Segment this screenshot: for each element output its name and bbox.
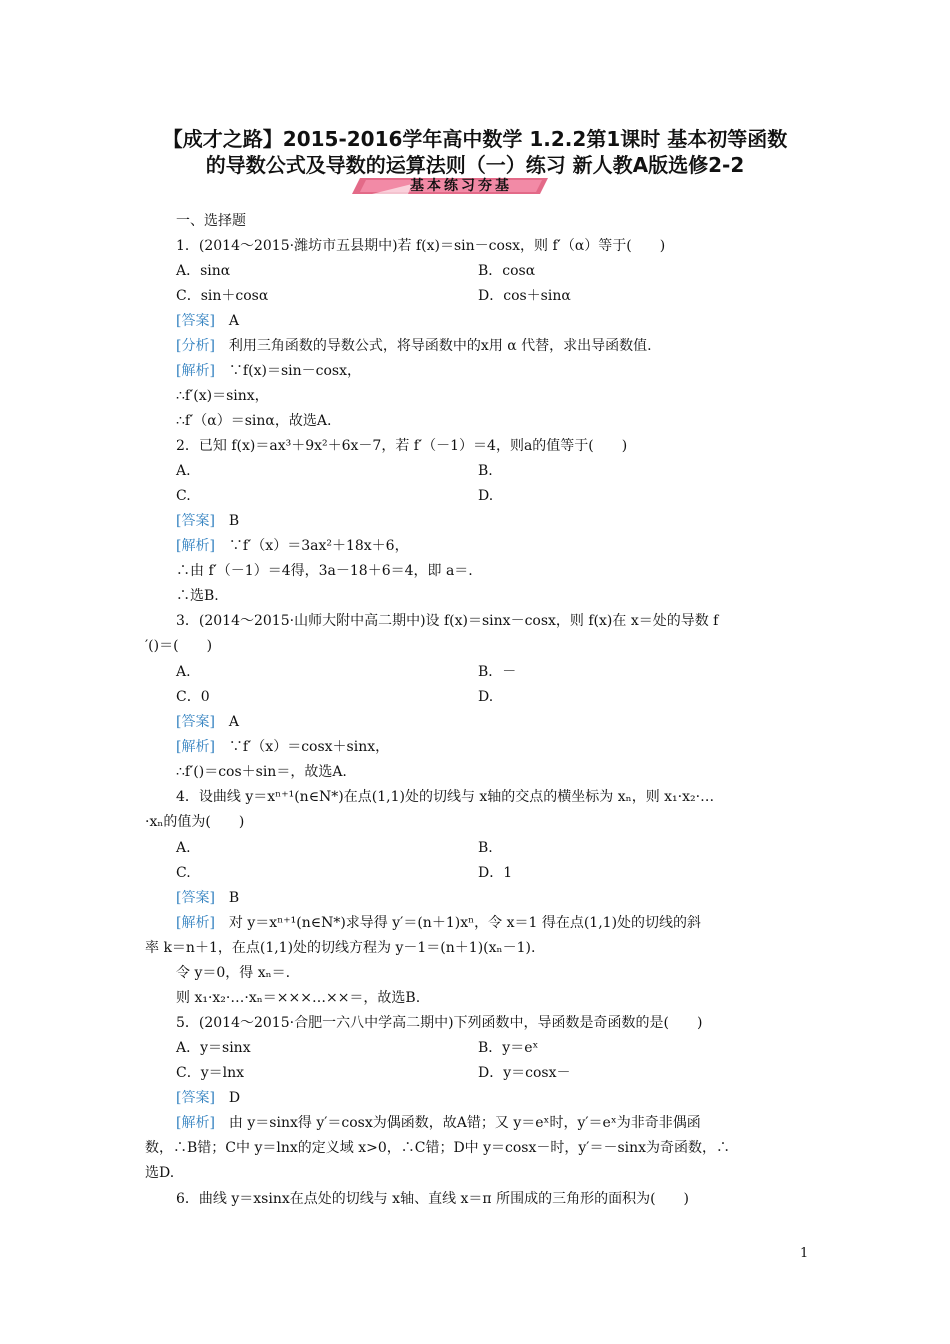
line-text: 则 x₁·x₂·…·xₙ＝×××…××＝，故选B. xyxy=(176,990,421,1006)
line-text: B. xyxy=(478,463,493,479)
line-text: A．y＝sinx xyxy=(176,1040,251,1056)
section-tag: [解析] xyxy=(176,915,215,931)
text-line xyxy=(176,612,718,630)
line-text: C．0 xyxy=(176,689,210,705)
text-line xyxy=(176,537,409,555)
text-line xyxy=(176,212,246,230)
line-text: A xyxy=(214,313,240,329)
line-text: B．－ xyxy=(478,664,517,680)
text-line xyxy=(176,713,239,731)
text-line xyxy=(176,989,420,1007)
line-text: B xyxy=(214,890,240,906)
line-text: ′()＝( ) xyxy=(145,638,213,654)
line-text: C．y＝lnx xyxy=(176,1065,245,1081)
line-text: A. xyxy=(176,463,191,479)
line-text: 率 k＝n＋1，在点(1,1)处的切线方程为 y－1＝(n＋1)(xₙ－1). xyxy=(145,940,536,956)
section-tag: [答案] xyxy=(176,890,215,906)
text-line xyxy=(478,487,493,505)
line-text: ∴f′（α）＝sinα，故选A. xyxy=(176,413,332,429)
text-line xyxy=(478,839,493,857)
line-text: 4．设曲线 y＝xⁿ⁺¹(n∈N*)在点(1,1)处的切线与 x轴的交点的横坐标为 xₙ，则 x₁·x₂·… xyxy=(176,789,715,805)
line-text: D．1 xyxy=(478,865,513,881)
text-line xyxy=(176,512,239,530)
line-text: B xyxy=(214,513,240,529)
text-line xyxy=(176,362,361,380)
doc-title-line-2: 的导数公式及导数的运算法则（一）练习 新人教A版选修2-2 xyxy=(205,153,745,177)
line-text: A．sinα xyxy=(176,263,231,279)
text-line xyxy=(176,262,230,280)
line-text: B．cosα xyxy=(478,263,536,279)
doc-title-line-1: 【成才之路】2015-2016学年高中数学 1.2.2第1课时 基本初等函数 xyxy=(162,127,788,151)
line-text: ·xₙ的值为( ) xyxy=(145,814,245,830)
text-line xyxy=(176,412,331,430)
text-line xyxy=(478,1064,570,1082)
line-text: 对 y＝xⁿ⁺¹(n∈N*)求导得 y′＝(n＋1)xⁿ，令 x＝1 得在点(1,1)处的切线的斜 xyxy=(214,915,702,931)
section-tag: [解析] xyxy=(176,363,215,379)
line-text: ∴f′(x)＝sinx， xyxy=(176,388,269,404)
section-tag: [解析] xyxy=(176,538,215,554)
line-text: D. xyxy=(478,488,494,504)
section-tag: [答案] xyxy=(176,1090,215,1106)
line-text: D．y＝cosx－ xyxy=(478,1065,571,1081)
section-tag: [解析] xyxy=(176,1115,215,1131)
line-text: 令 y＝0，得 xₙ＝. xyxy=(176,965,291,981)
text-line xyxy=(478,663,516,681)
line-text: 数，∴B错；C中 y＝lnx的定义域 x>0，∴C错；D中 y＝cosx－时，y′＝－sinx为奇函数，∴ xyxy=(145,1140,731,1156)
line-text: ∴由 f′（－1）＝4得，3a－18＋6＝4，即 a＝. xyxy=(176,563,473,579)
line-text: 选D. xyxy=(145,1165,175,1181)
text-line xyxy=(478,462,493,480)
line-text: B. xyxy=(478,840,493,856)
text-line xyxy=(478,1039,538,1057)
text-line xyxy=(176,1014,702,1032)
line-text: 6．曲线 y＝xsinx在点处的切线与 x轴、直线 x＝π 所围成的三角形的面积为( ) xyxy=(176,1191,690,1207)
line-text: D．cos＋sinα xyxy=(478,288,571,304)
text-line xyxy=(176,763,347,781)
line-text: 5．(2014～2015·合肥一六八中学高二期中)下列函数中，导函数是奇函数的是( ) xyxy=(176,1015,703,1031)
text-line xyxy=(176,663,191,681)
line-text: ∴f′()＝cos＋sin＝，故选A. xyxy=(176,764,347,780)
text-line xyxy=(176,1064,244,1082)
line-text: D xyxy=(214,1090,241,1106)
text-line xyxy=(176,889,239,907)
line-text: ∵f′（x）＝cosx＋sinx， xyxy=(214,739,390,755)
line-text: ∵f(x)＝sin－cosx， xyxy=(214,363,361,379)
text-line xyxy=(478,688,493,706)
text-line xyxy=(145,637,212,655)
line-text: 3．(2014～2015·山师大附中高二期中)设 f(x)＝sinx－cosx，则 f(x)在 x＝处的导数 f xyxy=(176,613,719,629)
line-text: 利用三角函数的导数公式，将导函数中的x用 α 代替，求出导函数值. xyxy=(214,338,652,354)
section-tag: [分析] xyxy=(176,338,215,354)
text-line xyxy=(145,1164,174,1182)
text-line xyxy=(176,788,714,806)
text-line xyxy=(176,688,210,706)
line-text: 1．(2014～2015·潍坊市五县期中)若 f(x)＝sin－cosx，则 f′（α）等于( ) xyxy=(176,238,666,254)
line-text: C. xyxy=(176,488,191,504)
line-text: 一、选择题 xyxy=(176,213,246,229)
section-tag: [答案] xyxy=(176,313,215,329)
line-text: D. xyxy=(478,689,494,705)
text-line xyxy=(145,813,244,831)
page-number: 1 xyxy=(800,1246,809,1261)
text-line xyxy=(176,487,191,505)
text-line xyxy=(478,864,512,882)
section-tag: [答案] xyxy=(176,714,215,730)
text-line xyxy=(478,262,535,280)
text-line xyxy=(176,587,219,605)
text-line xyxy=(176,1039,251,1057)
section-tag: [解析] xyxy=(176,739,215,755)
text-line xyxy=(176,562,473,580)
line-text: C. xyxy=(176,865,191,881)
text-line xyxy=(176,1190,689,1208)
text-line xyxy=(176,237,665,255)
text-line xyxy=(176,839,191,857)
line-text: ∴选B. xyxy=(176,588,219,604)
text-line xyxy=(145,1139,730,1157)
text-line xyxy=(176,964,290,982)
line-text: B．y＝eˣ xyxy=(478,1040,539,1056)
text-line xyxy=(176,287,268,305)
text-line xyxy=(176,738,389,756)
text-line xyxy=(176,914,701,932)
text-line xyxy=(176,387,269,405)
line-text: A. xyxy=(176,664,191,680)
section-tag: [答案] xyxy=(176,513,215,529)
line-text: 2．已知 f(x)＝ax³＋9x²＋6x－7，若 f′（－1）＝4，则a的值等于( ) xyxy=(176,438,628,454)
text-line xyxy=(176,1114,701,1132)
line-text: C．sin＋cosα xyxy=(176,288,269,304)
text-line xyxy=(176,462,191,480)
line-text: ∵f′（x）＝3ax²＋18x＋6， xyxy=(214,538,409,554)
text-line xyxy=(145,939,535,957)
line-text: A. xyxy=(176,840,191,856)
text-line xyxy=(176,437,627,455)
text-line xyxy=(176,312,239,330)
text-line xyxy=(176,864,191,882)
banner-label: 基本练习夯基 xyxy=(410,178,512,194)
line-text: 由 y＝sinx得 y′＝cosx为偶函数，故A错；又 y＝eˣ时，y′＝eˣ为非奇非偶函 xyxy=(214,1115,701,1131)
text-line xyxy=(478,287,571,305)
text-line xyxy=(176,1089,240,1107)
text-line xyxy=(176,337,652,355)
line-text: A xyxy=(214,714,240,730)
